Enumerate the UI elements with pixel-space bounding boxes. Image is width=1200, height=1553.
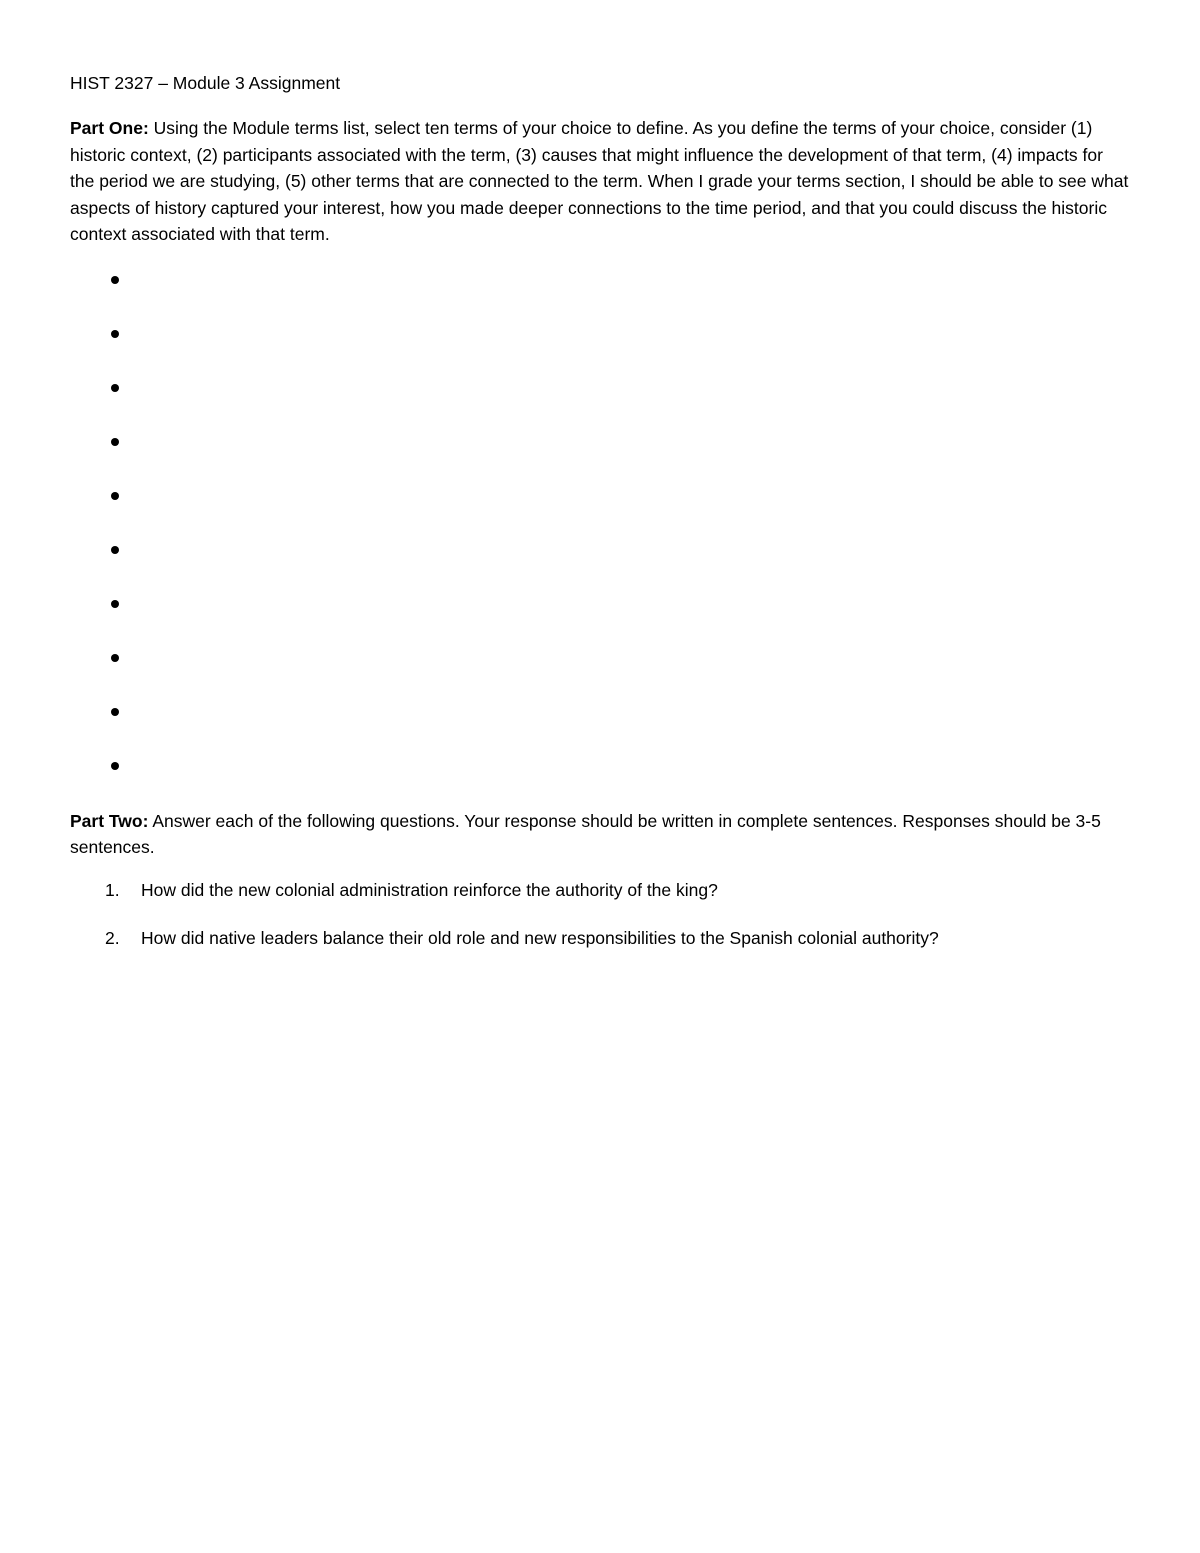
question-number: 2. (105, 928, 120, 948)
part-one-label: Part One: (70, 118, 149, 138)
questions-list (70, 877, 1132, 952)
list-item (70, 694, 1132, 748)
bullet-icon (111, 330, 119, 338)
bullet-icon (111, 762, 119, 770)
question-item (70, 877, 1132, 904)
bullet-icon (111, 600, 119, 608)
question-number: 1. (105, 879, 120, 900)
part-two-label: Part Two: (70, 810, 149, 831)
list-item (70, 586, 1132, 640)
list-item (70, 316, 1132, 370)
bullet-icon (111, 654, 119, 662)
list-item (70, 370, 1132, 424)
question-text: How did the new colonial administration reinforce the authority of the king? (141, 879, 718, 900)
bullet-icon (111, 708, 119, 716)
bullet-icon (111, 546, 119, 554)
list-item (70, 640, 1132, 694)
list-item (70, 424, 1132, 478)
document-page (70, 70, 1132, 974)
list-item (70, 748, 1132, 802)
bullet-icon (111, 384, 119, 392)
terms-bullet-list (70, 262, 1132, 802)
bullet-icon (111, 438, 119, 446)
question-item (70, 925, 1132, 952)
bullet-icon (111, 276, 119, 284)
bullet-icon (111, 492, 119, 500)
part-two-instructions (70, 808, 1132, 861)
list-item (70, 478, 1132, 532)
part-two-text: Answer each of the following questions. Your response should be written in complete sentences. Responses should be 3-5 sentences. (70, 810, 1101, 857)
list-item (70, 532, 1132, 586)
question-text: How did native leaders balance their old role and new responsibilities to the Spanish colonial authority? (141, 928, 939, 948)
part-one-text: Using the Module terms list, select ten terms of your choice to define. As you define the terms of your choice, consider (1) historic context, (2) participants associated with the term, (3) causes that might influence the development of that term, (4) impacts for the period we are studying, (5) other terms that are connected to the term. When I grade your terms section, I should be able to see what aspects of history captured your interest, how you made deeper connections to the time period, and that you could discuss the historic context associated with that term. (70, 118, 1129, 244)
part-one-instructions (70, 115, 1132, 248)
list-item (70, 262, 1132, 316)
document-title: HIST 2327 – Module 3 Assignment (70, 73, 341, 93)
